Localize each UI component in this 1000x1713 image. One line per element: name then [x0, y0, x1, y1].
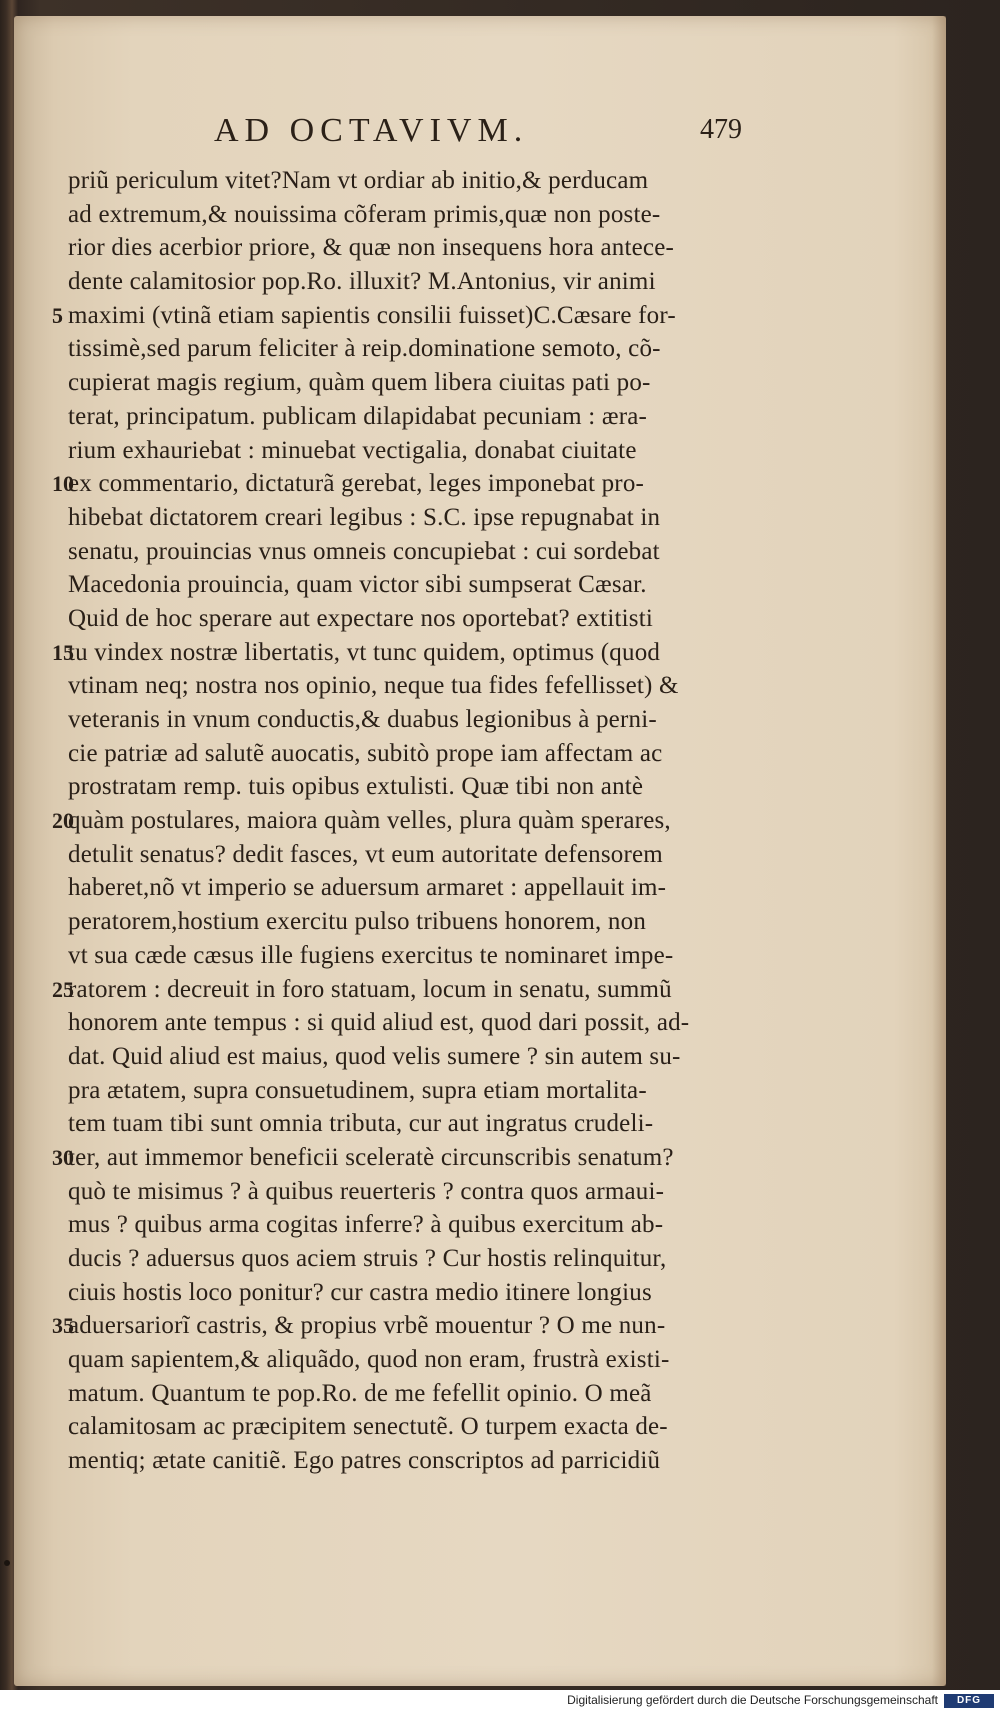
text-line	[52, 434, 932, 468]
line-text: dat. Quid aliud est maius, quod velis sumere ? sin autem su-	[68, 1042, 681, 1070]
text-line	[52, 198, 932, 232]
line-text: calamitosam ac præcipitem senectutẽ. O turpem exacta de-	[68, 1413, 668, 1441]
text-line	[52, 1074, 932, 1108]
text-line	[52, 535, 932, 569]
margin-ink-mark	[4, 1560, 10, 1566]
line-text: Macedonia prouincia, quam victor sibi sumpserat Cæsar.	[68, 571, 647, 599]
line-text: maximi (vtinã etiam sapientis consilii fuisset)C.Cæsare for-	[68, 301, 676, 329]
line-number: 20	[52, 808, 74, 834]
book-page	[14, 16, 946, 1686]
text-line	[52, 669, 932, 703]
line-text: hibebat dictatorem creari legibus : S.C. ipse repugnabat in	[68, 503, 661, 531]
line-text: terat, principatum. publicam dilapidabat pecuniam : æra-	[68, 402, 648, 430]
text-line	[52, 1377, 932, 1411]
line-text: quàm postulares, maiora quàm velles, plura quàm sperares,	[68, 807, 671, 835]
text-line	[52, 871, 932, 905]
line-text: mentiq; ætate canitiẽ. Ego patres conscriptos ad parricidiũ	[68, 1447, 661, 1475]
dfg-logo-icon: DFG	[944, 1694, 994, 1708]
line-text: peratorem,hostium exercitu pulso tribuens honorem, non	[68, 908, 647, 936]
line-text: dente calamitosior pop.Ro. illuxit? M.Antonius, vir animi	[68, 268, 656, 296]
footer-credit: Digitalisierung gefördert durch die Deutsche Forschungsgemeinschaft	[567, 1693, 938, 1707]
text-line	[52, 1175, 932, 1209]
text-line	[52, 602, 932, 636]
line-number: 15	[52, 639, 74, 665]
text-line	[52, 939, 932, 973]
line-number: 10	[52, 471, 74, 497]
text-line	[52, 400, 932, 434]
line-text: ex commentario, dictaturã gerebat, leges imponebat pro-	[68, 470, 645, 498]
line-text: pra ætatem, supra consuetudinem, supra etiam mortalita-	[68, 1076, 647, 1104]
line-text: aduersariorĩ castris, & propius vrbẽ mouentur ? O me nun-	[68, 1312, 666, 1340]
text-line	[52, 1208, 932, 1242]
text-line	[52, 1309, 932, 1343]
text-line	[52, 568, 932, 602]
line-text: prostratam remp. tuis opibus extulisti. Quæ tibi non antè	[68, 773, 644, 801]
line-text: ciuis hostis loco ponitur? cur castra medio itinere longius	[68, 1278, 652, 1306]
line-text: rium exhauriebat : minuebat vectigalia, donabat ciuitate	[68, 436, 637, 464]
line-text: priũ periculum vitet?Nam vt ordiar ab initio,& perducam	[68, 167, 649, 194]
text-line	[52, 1343, 932, 1377]
line-number: 30	[52, 1144, 74, 1170]
running-title: AD OCTAVIVM.	[214, 112, 529, 149]
text-line	[52, 366, 932, 400]
text-line	[52, 231, 932, 265]
line-number: 25	[52, 976, 74, 1002]
line-text: ratorem : decreuit in foro statuam, locum in senatu, summũ	[68, 975, 672, 1003]
line-text: veteranis in vnum conductis,& duabus legionibus à perni-	[68, 706, 657, 733]
text-line	[52, 1107, 932, 1141]
page-edge-shadow	[932, 16, 946, 1686]
text-line	[52, 1006, 932, 1040]
text-line	[52, 973, 932, 1007]
line-text: detulit senatus? dedit fasces, vt eum autoritate defensorem	[68, 840, 663, 868]
line-text: senatu, prouincias vnus omneis concupiebat : cui sordebat	[68, 537, 660, 565]
line-text: tem tuam tibi sunt omnia tributa, cur aut ingratus crudeli-	[68, 1110, 654, 1138]
text-line	[52, 905, 932, 939]
line-text: quam sapientem,& aliquãdo, quod non eram, frustrà existi-	[68, 1346, 670, 1374]
page-number: 479	[700, 114, 742, 145]
text-line	[52, 737, 932, 771]
line-text: Quid de hoc sperare aut expectare nos oportebat? extitisti	[68, 604, 653, 632]
line-text: honorem ante tempus : si quid aliud est, quod dari possit, ad-	[68, 1009, 690, 1037]
text-line	[52, 332, 932, 366]
text-line	[52, 1040, 932, 1074]
text-line	[52, 703, 932, 737]
text-block	[52, 164, 932, 1478]
line-text: cie patriæ ad salutẽ auocatis, subitò prope iam affectam ac	[68, 739, 663, 767]
text-line	[52, 804, 932, 838]
line-text: mus ? quibus arma cogitas inferre? à quibus exercitum ab-	[68, 1211, 664, 1239]
text-line	[52, 1444, 932, 1478]
line-text: matum. Quantum te pop.Ro. de me fefellit opinio. O meã	[68, 1379, 652, 1407]
footer-bar	[0, 1690, 1000, 1713]
text-line	[52, 636, 932, 670]
text-line	[52, 501, 932, 535]
text-line	[52, 1410, 932, 1444]
line-text: ter, aut immemor beneficii sceleratè circunscribis senatum?	[68, 1143, 674, 1171]
text-line	[52, 1242, 932, 1276]
line-text: vt sua cæde cæsus ille fugiens exercitus te nominaret impe-	[68, 941, 674, 969]
text-line	[52, 265, 932, 299]
line-text: haberet,nõ vt imperio se aduersum armaret : appellauit im-	[68, 874, 667, 902]
line-number: 35	[52, 1313, 74, 1339]
text-line	[52, 838, 932, 872]
line-text: tissimè,sed parum feliciter à reip.dominatione semoto, cõ-	[68, 335, 661, 363]
text-line	[52, 467, 932, 501]
text-line	[52, 1276, 932, 1310]
line-text: rior dies acerbior priore, & quæ non insequens hora antece-	[68, 234, 675, 262]
text-line	[52, 299, 932, 333]
line-text: cupierat magis regium, quàm quem libera ciuitas pati po-	[68, 369, 651, 397]
line-text: vtinam neq; nostra nos opinio, neque tua fides fefellisset) &	[68, 672, 679, 700]
text-line	[52, 1141, 932, 1175]
text-line	[52, 164, 932, 198]
line-text: ducis ? aduersus quos aciem struis ? Cur hostis relinquitur,	[68, 1245, 667, 1272]
text-line	[52, 770, 932, 804]
line-text: quò te misimus ? à quibus reuerteris ? contra quos armaui-	[68, 1177, 665, 1205]
page-header	[14, 112, 946, 156]
line-number: 5	[52, 302, 63, 328]
line-text: tu vindex nostræ libertatis, vt tunc quidem, optimus (quod	[68, 638, 661, 666]
line-text: ad extremum,& nouissima cõferam primis,quæ non poste-	[68, 200, 661, 228]
